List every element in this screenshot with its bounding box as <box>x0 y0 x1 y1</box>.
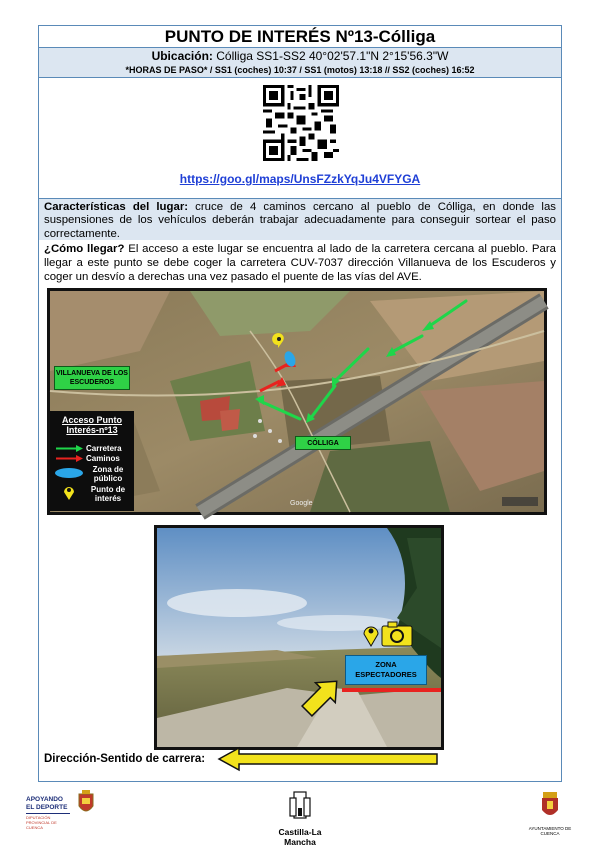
page-title: PUNTO DE INTERÉS Nº13-Cólliga <box>39 26 561 48</box>
location-box <box>39 48 561 78</box>
yellow-pin-icon <box>54 485 84 501</box>
legend-title: Acceso Punto Interés-nº13 <box>61 415 122 435</box>
features-text: cruce de 4 caminos cercano al pueblo de Cólliga, en donde las suspensiones de los vehículos deberán trabajar adecuadamente para conseguir sortear el paso correctamente. <box>44 201 556 240</box>
map-legend <box>50 411 134 511</box>
logo-line-1: APOYANDO <box>26 796 63 803</box>
legend-poi-label: Punto de interés <box>90 485 126 503</box>
green-arrow-icon <box>54 444 84 453</box>
castle-icon <box>287 790 313 820</box>
ayuntamiento-crest-icon <box>540 790 560 820</box>
diputacion-logo <box>26 796 72 830</box>
legend-road-label: Carretera <box>86 444 122 453</box>
crest-icon <box>77 790 95 816</box>
how-to-paragraph <box>39 242 561 284</box>
features-paragraph <box>39 198 561 240</box>
location-line <box>39 49 561 64</box>
spectator-zone-tag: ZONA ESPECTADORES <box>345 655 427 685</box>
location-value: Cólliga SS1-SS2 40°02'57.1"N 2°15'56.3"W <box>216 49 449 63</box>
footer <box>0 788 599 847</box>
legend-poi <box>54 485 132 505</box>
red-arrow-icon <box>54 454 84 463</box>
direction-label: Dirección-Sentido de carrera: <box>44 753 206 765</box>
location-label: Ubicación: <box>151 49 213 63</box>
qr-code-icon[interactable] <box>263 84 339 162</box>
spectator-photo <box>154 525 444 750</box>
photo-image <box>157 528 441 747</box>
villanueva-tag: VILLANUEVA DE LOS ESCUDEROS <box>54 366 130 390</box>
how-to-text: El acceso a este lugar se encuentra al lado de la carretera cercana al pueblo. Para llegar a este punto se debe coger la carretera CUV-7037 dirección Villanueva de los Escuderos y coger un desvío a derechas una vez pasado el puente de las vías del AVE. <box>44 243 556 283</box>
how-to-label: ¿Cómo llegar? <box>44 243 125 255</box>
point-of-interest-sheet <box>38 25 562 782</box>
legend-zone-label: Zona de público <box>92 465 124 483</box>
pass-times: *HORAS DE PASO* / SS1 (coches) 10:37 / SS1 (motos) 13:18 // SS2 (coches) 16:52 <box>125 65 475 75</box>
clm-logo-text: Castilla-La Mancha <box>278 827 322 847</box>
blue-ellipse-icon <box>54 465 84 479</box>
legend-zone <box>54 465 132 485</box>
features-label: Características del lugar: <box>44 201 189 213</box>
ayuntamiento-logo <box>520 790 580 836</box>
map-watermark: Google <box>290 500 313 507</box>
ayuntamiento-text: AYUNTAMIENTO DE CUENCA <box>528 826 572 836</box>
colliga-tag: CÓLLIGA <box>295 436 351 450</box>
aerial-map <box>47 288 547 515</box>
castilla-la-mancha-logo <box>262 790 338 847</box>
logo-line-2: EL DEPORTE <box>26 804 68 811</box>
maps-link[interactable]: https://goo.gl/maps/UnsFZzkYqJu4VFYGA <box>179 172 421 186</box>
direction-arrow-icon <box>217 746 441 772</box>
logo-subtitle: DIPUTACIÓN PROVINCIAL DE CUENCA <box>26 815 57 830</box>
legend-path-label: Caminos <box>86 454 120 463</box>
